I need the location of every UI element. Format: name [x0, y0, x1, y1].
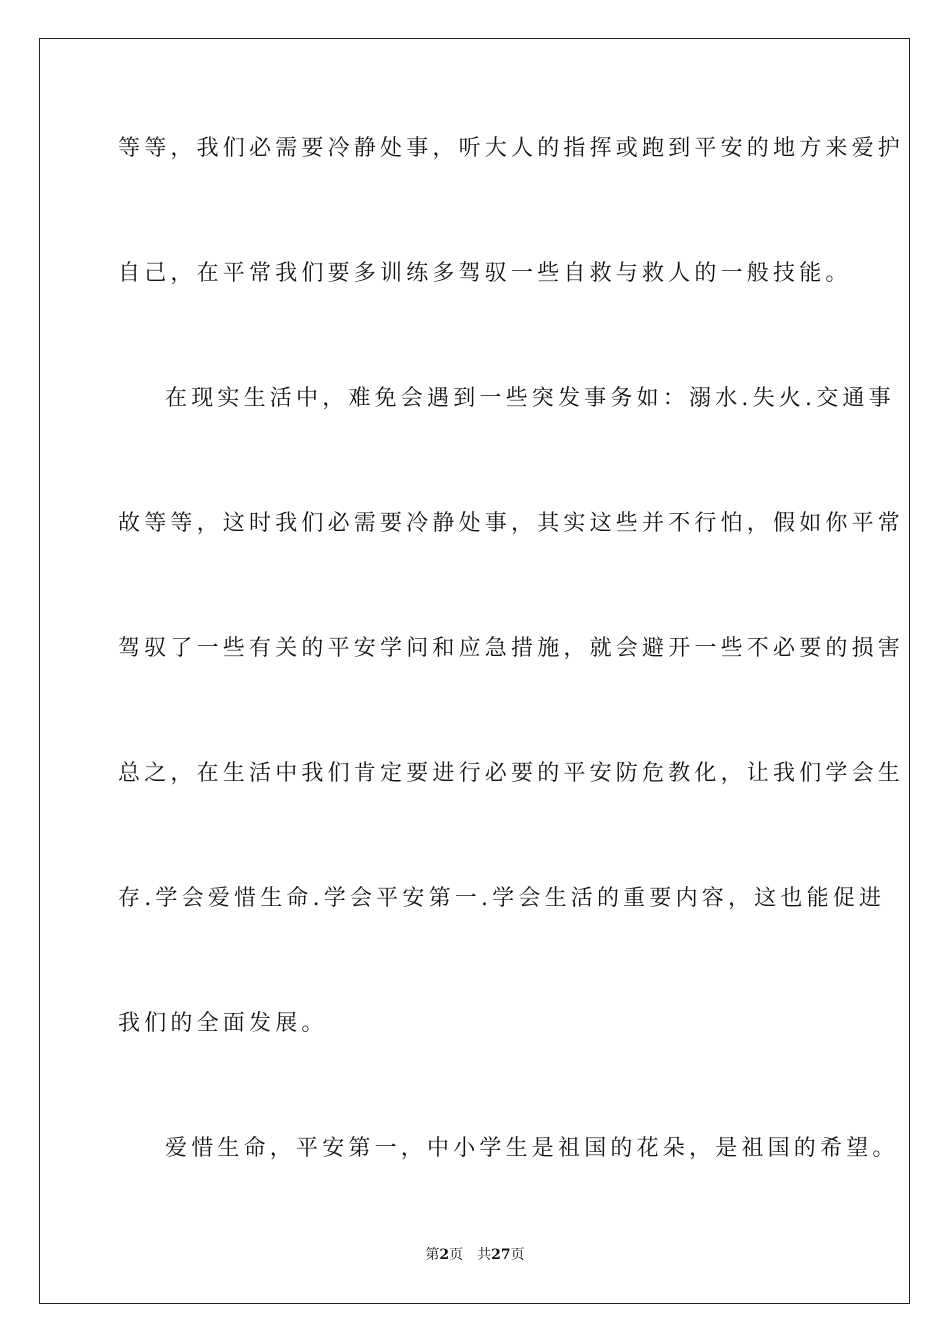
page-frame — [39, 38, 910, 1304]
page-prefix: 第 — [425, 1247, 440, 1263]
page-suffix: 页 — [449, 1247, 464, 1263]
text-line-7: 存.学会爱惜生命.学会平安第一.学会生活的重要内容，这也能促进 — [118, 886, 886, 911]
text-line-6: 总之，在生活中我们肯定要进行必要的平安防危教化，让我们学会生 — [118, 761, 905, 786]
text-line-3: 在现实生活中，难免会遇到一些突发事务如：溺水.失火.交通事 — [165, 386, 895, 411]
total-suffix: 页 — [510, 1247, 525, 1263]
page-footer — [0, 1245, 950, 1265]
text-line-4: 故等等，这时我们必需要冷静处事，其实这些并不行怕，假如你平常 — [118, 511, 905, 536]
total-prefix: 共 — [477, 1247, 492, 1263]
text-line-2: 自己，在平常我们要多训练多驾驭一些自救与救人的一般技能。 — [118, 261, 852, 286]
text-line-5: 驾驭了一些有关的平安学问和应急措施，就会避开一些不必要的损害 — [118, 636, 905, 661]
text-line-8: 我们的全面发展。 — [118, 1011, 328, 1036]
page-number: 2 — [439, 1247, 450, 1263]
total-pages: 27 — [491, 1247, 511, 1263]
text-line-9: 爱惜生命，平安第一，中小学生是祖国的花朵，是祖国的希望。 — [165, 1136, 899, 1161]
text-line-1: 等等，我们必需要冷静处事，听大人的指挥或跑到平安的地方来爱护 — [118, 136, 905, 161]
